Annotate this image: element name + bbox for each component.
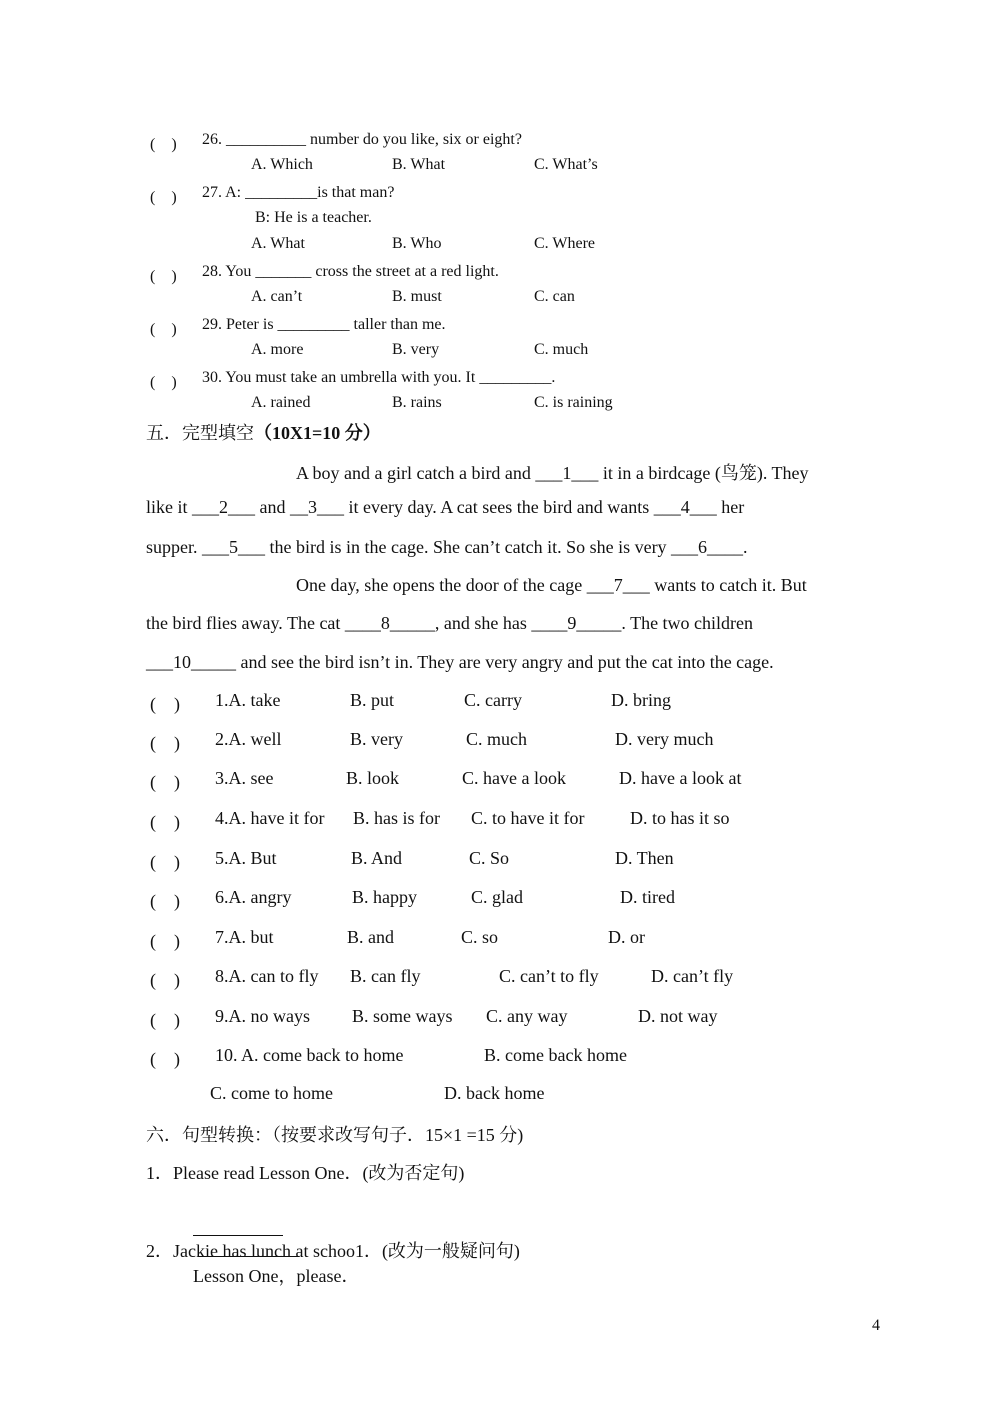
answer-paren[interactable]: ( ) [150, 1049, 180, 1069]
cloze-option-b: B. very [350, 729, 403, 749]
section-heading [146, 419, 381, 445]
option-a: A. more [251, 341, 304, 358]
answer-paren[interactable]: ( ) [150, 136, 177, 153]
cloze-option-c: C. glad [471, 887, 523, 907]
passage-line: A boy and a girl catch a bird and ___1___ it in a birdcage (鸟笼). They [296, 463, 809, 483]
answer-paren[interactable]: ( ) [150, 772, 180, 792]
passage-line: the bird flies away. The cat ____8_____, and she has ____9_____. The two children [146, 613, 754, 633]
passage-line: supper. ___5___ the bird is in the cage. She can’t catch it. So she is very ___6____. [146, 537, 748, 557]
question-27: 27. A: _________is that man? [202, 184, 395, 201]
cloze-option-b: B. And [351, 848, 403, 868]
cloze-option-c: C. so [461, 927, 499, 947]
answer-paren[interactable]: ( ) [150, 321, 177, 338]
option-a: A. What [251, 235, 305, 252]
option-c: C. much [534, 341, 589, 358]
section-heading: 六．句型转换：（按要求改写句子．15×1 =15 分) [146, 1125, 524, 1145]
cloze-option-d: D. have a look at [619, 768, 742, 788]
question-29: 29. Peter is _________ taller than me. [202, 316, 446, 333]
section-title: 五．完型填空 [146, 423, 254, 443]
passage-line: One day, she opens the door of the cage ___7___ wants to catch it. But [296, 575, 807, 595]
answer-paren[interactable]: ( ) [150, 374, 177, 391]
cloze-option-d: D. bring [611, 690, 671, 710]
answer-paren[interactable]: ( ) [150, 891, 180, 911]
question-26: 26. __________ number do you like, six or eight? [202, 131, 522, 148]
cloze-option-d: D. can’t fly [651, 966, 734, 986]
option-a: A. rained [251, 394, 311, 411]
cloze-option-a: 8.A. can to fly [215, 966, 319, 986]
cloze-option-b: B. put [350, 690, 395, 710]
cloze-option-d: D. tired [620, 887, 675, 907]
cloze-option-d: D. back home [444, 1083, 545, 1103]
cloze-option-b: B. some ways [352, 1006, 453, 1026]
option-c: C. is raining [534, 394, 613, 411]
cloze-option-a: 3.A. see [215, 768, 274, 788]
answer-paren[interactable]: ( ) [150, 268, 177, 285]
cloze-option-d: D. not way [638, 1006, 718, 1026]
answer-suffix: Lesson One，please． [193, 1266, 360, 1286]
question-1: 1．Please read Lesson One．(改为否定句) [146, 1163, 465, 1183]
cloze-option-b: B. can fly [350, 966, 421, 986]
cloze-option-a: 10. A. come back to home [215, 1045, 404, 1065]
cloze-option-c: C. to have it for [471, 808, 585, 828]
answer-paren[interactable]: ( ) [150, 694, 180, 714]
option-b: B. What [392, 156, 446, 173]
cloze-option-a: 1.A. take [215, 690, 281, 710]
question-2: 2．Jackie has lunch at schoo1．(改为一般疑问句) [146, 1241, 520, 1261]
option-a: A. can’t [251, 288, 303, 305]
cloze-option-d: D. very much [615, 729, 714, 749]
answer-paren[interactable]: ( ) [150, 931, 180, 951]
cloze-option-c: C. can’t to fly [499, 966, 599, 986]
option-a: A. Which [251, 156, 313, 173]
cloze-option-c: C. have a look [462, 768, 566, 788]
cloze-option-c: C. come to home [210, 1083, 333, 1103]
cloze-option-b: B. happy [352, 887, 417, 907]
answer-paren[interactable]: ( ) [150, 1010, 180, 1030]
passage-line: ___10_____ and see the bird isn’t in. They are very angry and put the cat into the cage. [146, 652, 774, 672]
cloze-option-b: B. look [346, 768, 400, 788]
answer-paren[interactable]: ( ) [150, 852, 180, 872]
page-number: 4 [872, 1317, 880, 1334]
cloze-option-b: B. come back home [484, 1045, 627, 1065]
option-b: B. rains [392, 394, 442, 411]
cloze-option-c: C. carry [464, 690, 522, 710]
passage-line: like it ___2___ and __3___ it every day. A cat sees the bird and wants ___4___ her [146, 497, 745, 517]
option-b: B. very [392, 341, 440, 358]
cloze-option-c: C. much [466, 729, 527, 749]
option-b: B. Who [392, 235, 442, 252]
cloze-option-a: 9.A. no ways [215, 1006, 310, 1026]
cloze-option-d: D. or [608, 927, 645, 947]
cloze-option-c: C. So [469, 848, 510, 868]
question-28: 28. You _______ cross the street at a red light. [202, 263, 499, 280]
cloze-option-a: 7.A. but [215, 927, 274, 947]
cloze-option-a: 2.A. well [215, 729, 282, 749]
answer-blank[interactable] [193, 1221, 283, 1236]
section-score: （10X1=10 分） [254, 423, 381, 443]
cloze-option-b: B. and [347, 927, 394, 947]
option-b: B. must [392, 288, 442, 305]
cloze-option-a: 5.A. But [215, 848, 277, 868]
answer-paren[interactable]: ( ) [150, 189, 177, 206]
answer-paren[interactable]: ( ) [150, 970, 180, 990]
question-30: 30. You must take an umbrella with you. It _________. [202, 369, 556, 386]
answer-paren[interactable]: ( ) [150, 812, 180, 832]
cloze-option-c: C. any way [486, 1006, 568, 1026]
question-27-reply: B: He is a teacher. [255, 209, 372, 226]
cloze-option-b: B. has is for [353, 808, 440, 828]
answer-paren[interactable]: ( ) [150, 733, 180, 753]
cloze-option-d: D. Then [615, 848, 674, 868]
cloze-option-a: 4.A. have it for [215, 808, 325, 828]
cloze-option-a: 6.A. angry [215, 887, 292, 907]
cloze-option-d: D. to has it so [630, 808, 730, 828]
option-c: C. Where [534, 235, 596, 252]
option-c: C. can [534, 288, 575, 305]
option-c: C. What’s [534, 156, 598, 173]
